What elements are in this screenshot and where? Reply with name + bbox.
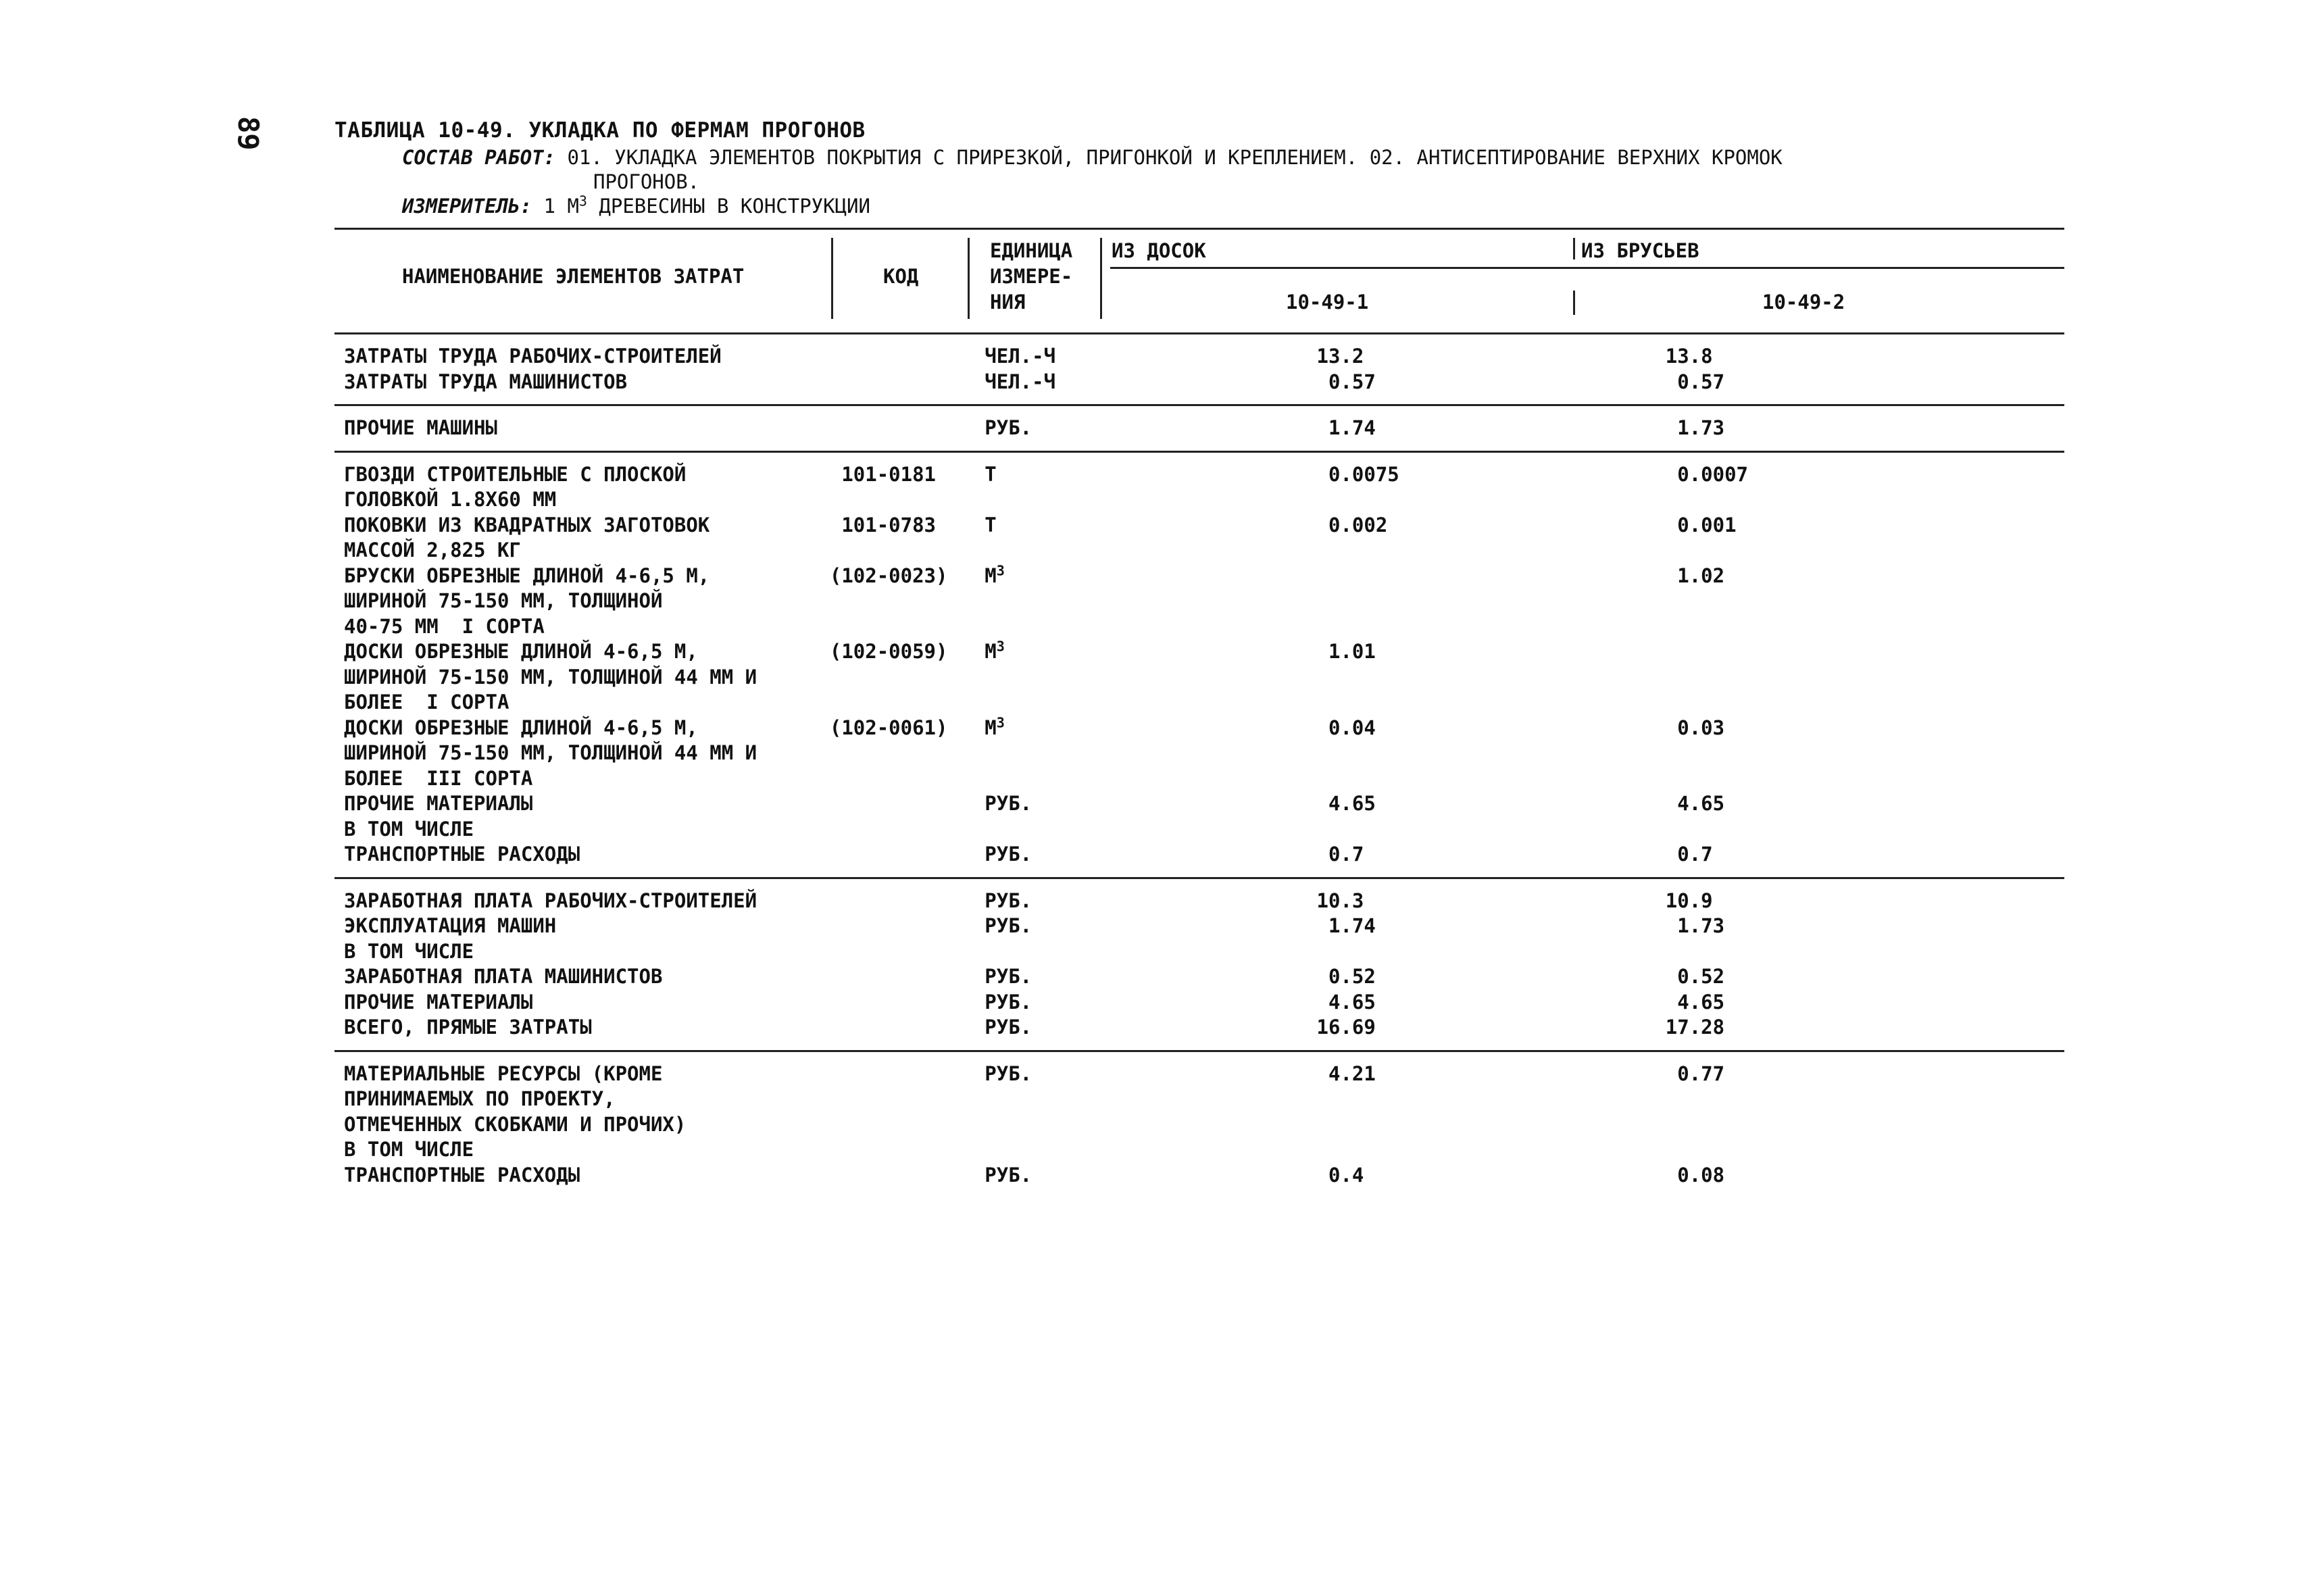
row-name-line: ЭКСПЛУАТАЦИЯ МАШИН <box>344 914 557 937</box>
row-unit-text: РУБ. <box>985 1062 1032 1085</box>
row-unit <box>985 889 1293 914</box>
work-composition-text: 01. УКЛАДКА ЭЛЕМЕНТОВ ПОКРЫТИЯ С ПРИРЕЗКОЙ, ПРИГОНКОЙ И КРЕПЛЕНИЕМ. 02. АНТИСЕПТИРОВАНИЕ ВЕРХНИХ КРОМОК <box>555 146 1783 169</box>
page-number: 89 <box>232 116 265 151</box>
row-name-line: ПРОЧИЕ МАШИНЫ <box>344 416 497 439</box>
column-group-boards: ИЗ ДОСОК <box>1112 239 1206 262</box>
row-name <box>334 914 830 964</box>
row-unit-text: РУБ. <box>985 914 1032 937</box>
row-unit <box>985 1163 1293 1189</box>
row-code <box>830 889 985 914</box>
table-row <box>334 914 2064 964</box>
row-unit <box>985 370 1293 395</box>
row-code: 101-0181 <box>829 462 936 486</box>
table-row <box>334 564 2064 640</box>
meter-text-post: ДРЕВЕСИНЫ В КОНСТРУКЦИИ <box>587 195 870 218</box>
column-header-10-49-2: 10-49-2 <box>1762 291 1845 314</box>
value-10-49-1: 1.01 <box>1293 640 1376 663</box>
row-name-line: В ТОМ ЧИСЛЕ <box>344 1138 474 1161</box>
value-10-49-2 <box>1642 639 2064 716</box>
row-unit-text: РУБ. <box>985 1016 1032 1039</box>
value-10-49-1: 16.69 <box>1293 1016 1376 1039</box>
row-unit-text: М <box>985 640 997 663</box>
row-name-line: МАССОЙ 2,825 КГ <box>344 539 521 562</box>
value-10-49-1: 1.74 <box>1293 914 1376 937</box>
work-composition-line-2: ПРОГОНОВ. <box>593 170 700 193</box>
column-header-unit-3: НИЯ <box>990 291 1026 314</box>
row-code <box>830 344 985 370</box>
table-row <box>334 889 2064 914</box>
row-code <box>830 1062 985 1163</box>
row-name <box>334 344 830 370</box>
row-unit-text: М <box>985 564 997 587</box>
table-row <box>334 416 2064 441</box>
row-name <box>334 1163 830 1189</box>
row-name-line: ШИРИНОЙ 75-150 ММ, ТОЛЩИНОЙ <box>344 589 663 612</box>
value-10-49-1: 4.65 <box>1293 990 1376 1014</box>
document-sheet <box>334 118 2064 1197</box>
row-name-line: ЗАТРАТЫ ТРУДА МАШИНИСТОВ <box>344 370 628 393</box>
value-10-49-2: 1.73 <box>1641 416 1725 439</box>
row-name-line: БОЛЕЕ III СОРТА <box>344 766 533 790</box>
table-row <box>334 639 2064 716</box>
row-code: (102-0023) <box>829 564 948 587</box>
value-10-49-2: 17.28 <box>1641 1016 1725 1039</box>
group-spacer <box>334 1052 2064 1062</box>
column-header-code: КОД <box>883 265 919 288</box>
row-unit-text: М <box>985 716 997 739</box>
value-10-49-2: 0.03 <box>1641 716 1725 739</box>
table-row <box>334 1163 2064 1189</box>
column-header-unit-1: ЕДИНИЦА <box>990 239 1073 262</box>
work-composition-line-1 <box>334 145 2064 170</box>
row-code <box>830 1015 985 1041</box>
row-name-line: ПРИНИМАЕМЫХ ПО ПРОЕКТУ, <box>344 1087 616 1110</box>
group-spacer <box>334 879 2064 889</box>
row-name-line: БРУСКИ ОБРЕЗНЫЕ ДЛИНОЙ 4-6,5 М, <box>344 564 710 587</box>
header-divider-1 <box>831 238 833 319</box>
row-name-line: ПОКОВКИ ИЗ КВАДРАТНЫХ ЗАГОТОВОК <box>344 513 710 537</box>
value-10-49-1: 0.002 <box>1293 513 1388 537</box>
row-unit-text: ЧЕЛ.-Ч <box>985 345 1056 368</box>
row-unit <box>985 964 1293 990</box>
row-name-line: В ТОМ ЧИСЛЕ <box>344 939 474 963</box>
row-code: (102-0059) <box>829 640 948 663</box>
table-title: ТАБЛИЦА 10-49. УКЛАДКА ПО ФЕРМАМ ПРОГОНОВ <box>334 118 866 143</box>
table-row <box>334 1015 2064 1041</box>
value-10-49-1: 1.74 <box>1293 416 1376 439</box>
column-group-beams: ИЗ БРУСЬЕВ <box>1581 239 1699 262</box>
value-10-49-2: 0.001 <box>1641 513 1737 537</box>
row-name-line: МАТЕРИАЛЬНЫЕ РЕСУРСЫ (КРОМЕ <box>344 1062 663 1085</box>
table-header <box>334 230 2064 332</box>
row-name-line: ТРАНСПОРТНЫЕ РАСХОДЫ <box>344 843 580 866</box>
work-composition-label: СОСТАВ РАБОТ: <box>402 146 555 169</box>
row-unit-text: РУБ. <box>985 416 1032 439</box>
value-10-49-2: 1.73 <box>1641 914 1725 937</box>
row-unit-text: ЧЕЛ.-Ч <box>985 370 1056 393</box>
row-unit-text: Т <box>985 462 997 486</box>
row-name-line: ПРОЧИЕ МАТЕРИАЛЫ <box>344 792 533 815</box>
table-row <box>334 513 2064 564</box>
value-10-49-1 <box>1293 564 1642 640</box>
row-code <box>830 1163 985 1189</box>
value-10-49-2: 4.65 <box>1641 792 1725 815</box>
value-10-49-1: 13.2 <box>1293 345 1364 368</box>
header-divider-3 <box>1100 238 1102 319</box>
row-name-line: ЗАРАБОТНАЯ ПЛАТА РАБОЧИХ-СТРОИТЕЛЕЙ <box>344 889 757 912</box>
value-10-49-2: 0.57 <box>1641 370 1725 393</box>
row-code <box>830 990 985 1016</box>
row-unit-text: РУБ. <box>985 843 1032 866</box>
row-unit-text: РУБ. <box>985 1163 1032 1187</box>
table-row <box>334 791 2064 842</box>
group-spacer <box>334 1041 2064 1051</box>
group-spacer <box>334 1188 2064 1197</box>
group-spacer <box>334 406 2064 416</box>
value-10-49-1: 0.4 <box>1293 1163 1364 1187</box>
value-10-49-1: 10.3 <box>1293 889 1364 912</box>
row-code: 101-0783 <box>829 513 936 537</box>
row-unit-superscript: 3 <box>996 714 1005 730</box>
value-10-49-2: 1.02 <box>1641 564 1725 587</box>
value-10-49-2: 4.65 <box>1641 990 1725 1014</box>
row-code: (102-0061) <box>829 716 948 739</box>
row-name <box>334 964 830 990</box>
meter-superscript: 3 <box>578 193 587 209</box>
row-unit-text: Т <box>985 513 997 537</box>
row-unit-text: РУБ. <box>985 792 1032 815</box>
group-spacer <box>334 441 2064 452</box>
row-name <box>334 716 830 792</box>
row-code <box>830 842 985 868</box>
row-unit-superscript: 3 <box>996 638 1005 655</box>
row-unit <box>985 1015 1293 1041</box>
value-10-49-1: 4.21 <box>1293 1062 1376 1085</box>
value-10-49-1: 0.04 <box>1293 716 1376 739</box>
value-10-49-1: 0.57 <box>1293 370 1376 393</box>
value-10-49-1: 0.0075 <box>1293 462 1399 486</box>
row-unit-superscript: 3 <box>996 562 1005 578</box>
row-name-line: ТРАНСПОРТНЫЕ РАСХОДЫ <box>344 1163 580 1187</box>
row-code <box>830 914 985 964</box>
table-row <box>334 964 2064 990</box>
row-name <box>334 513 830 564</box>
value-10-49-2: 0.52 <box>1641 965 1725 988</box>
row-name-line: 40-75 ММ I СОРТА <box>344 614 545 638</box>
group-spacer <box>334 868 2064 878</box>
row-unit <box>985 791 1293 842</box>
row-name-line: ПРОЧИЕ МАТЕРИАЛЫ <box>344 990 533 1014</box>
group-spacer <box>334 395 2064 405</box>
value-10-49-2: 0.0007 <box>1641 462 1748 486</box>
row-unit-text: РУБ. <box>985 889 1032 912</box>
row-name-line: ГОЛОВКОЙ 1.8X60 ММ <box>344 488 557 511</box>
row-code <box>830 964 985 990</box>
table-row <box>334 1062 2064 1163</box>
column-header-unit-2: ИЗМЕРЕ- <box>990 265 1073 288</box>
row-unit <box>985 1062 1293 1163</box>
value-10-49-2: 13.8 <box>1641 345 1713 368</box>
table-row <box>334 842 2064 868</box>
row-name <box>334 370 830 395</box>
column-header-10-49-1: 10-49-1 <box>1286 291 1369 314</box>
row-code <box>830 416 985 441</box>
table-row <box>334 344 2064 370</box>
row-name-line: ШИРИНОЙ 75-150 ММ, ТОЛЩИНОЙ 44 ММ И <box>344 741 757 764</box>
row-name-line: ОТМЕЧЕННЫХ СКОБКАМИ И ПРОЧИХ) <box>344 1112 687 1136</box>
row-name <box>334 889 830 914</box>
table-row <box>334 370 2064 395</box>
meter-line <box>334 194 2064 218</box>
value-10-49-2: 10.9 <box>1641 889 1713 912</box>
row-name <box>334 639 830 716</box>
row-name-line: ЗАРАБОТНАЯ ПЛАТА МАШИНИСТОВ <box>344 965 663 988</box>
row-unit <box>985 344 1293 370</box>
meter-label: ИЗМЕРИТЕЛЬ: <box>402 195 532 218</box>
row-unit <box>985 914 1293 964</box>
row-name <box>334 462 830 513</box>
row-unit <box>985 639 1293 716</box>
row-unit <box>985 462 1293 513</box>
row-unit <box>985 416 1293 441</box>
row-unit-text: РУБ. <box>985 990 1032 1014</box>
group-spacer <box>334 453 2064 462</box>
row-unit <box>985 990 1293 1016</box>
header-divider-2 <box>968 238 970 319</box>
column-header-name: НАИМЕНОВАНИЕ ЭЛЕМЕНТОВ ЗАТРАТ <box>402 265 745 288</box>
cost-table-body <box>334 334 2064 1197</box>
value-10-49-1: 0.7 <box>1293 843 1364 866</box>
value-10-49-1: 0.52 <box>1293 965 1376 988</box>
row-name-line: В ТОМ ЧИСЛЕ <box>344 817 474 841</box>
table-row <box>334 462 2064 513</box>
row-name <box>334 990 830 1016</box>
value-10-49-1: 4.65 <box>1293 792 1376 815</box>
cost-table <box>334 334 2064 1197</box>
row-name-line: ЗАТРАТЫ ТРУДА РАБОЧИХ-СТРОИТЕЛЕЙ <box>344 345 722 368</box>
row-name <box>334 1062 830 1163</box>
value-10-49-2: 0.77 <box>1641 1062 1725 1085</box>
value-10-49-2: 0.08 <box>1641 1163 1725 1187</box>
row-name <box>334 791 830 842</box>
row-unit <box>985 842 1293 868</box>
row-unit-text: РУБ. <box>985 965 1032 988</box>
table-row <box>334 716 2064 792</box>
row-code <box>830 791 985 842</box>
row-unit <box>985 564 1293 640</box>
group-spacer <box>334 334 2064 344</box>
row-name-line: БОЛЕЕ I СОРТА <box>344 691 509 714</box>
row-code <box>830 370 985 395</box>
value-10-49-2: 0.7 <box>1641 843 1713 866</box>
header-divider-4 <box>1573 238 1575 259</box>
row-unit <box>985 513 1293 564</box>
row-name-line: ДОСКИ ОБРЕЗНЫЕ ДЛИНОЙ 4-6,5 М, <box>344 640 698 663</box>
row-name-line: ШИРИНОЙ 75-150 ММ, ТОЛЩИНОЙ 44 ММ И <box>344 665 757 689</box>
table-row <box>334 990 2064 1016</box>
row-name <box>334 842 830 868</box>
row-name <box>334 1015 830 1041</box>
row-name <box>334 564 830 640</box>
meter-text-pre: 1 М <box>532 195 579 218</box>
header-divider-5 <box>1573 291 1575 315</box>
row-name-line: ВСЕГО, ПРЯМЫЕ ЗАТРАТЫ <box>344 1016 592 1039</box>
row-name-line: ДОСКИ ОБРЕЗНЫЕ ДЛИНОЙ 4-6,5 М, <box>344 716 698 739</box>
header-sub-rule <box>1110 267 2064 269</box>
row-unit <box>985 716 1293 792</box>
row-name <box>334 416 830 441</box>
row-name-line: ГВОЗДИ СТРОИТЕЛЬНЫЕ С ПЛОСКОЙ <box>344 462 687 486</box>
